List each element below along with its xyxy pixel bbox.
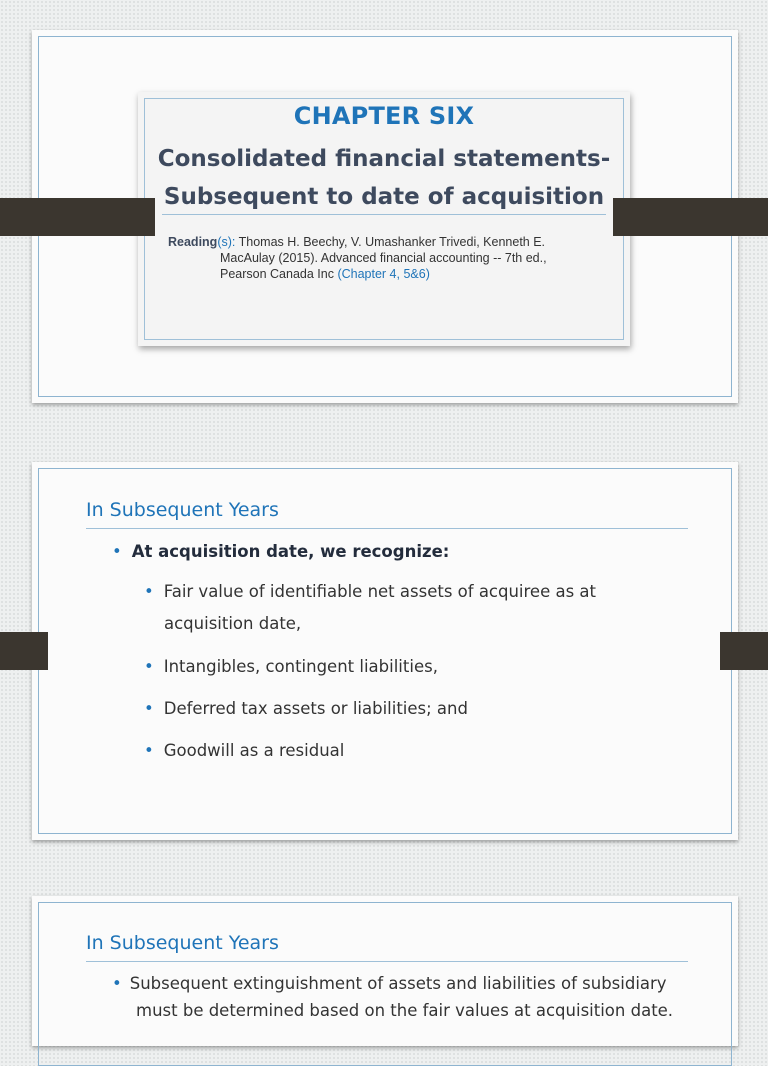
title-divider <box>162 214 606 215</box>
sub-bullet-text: Intangibles, contingent liabilities, <box>163 657 438 676</box>
sub-bullet-text: Deferred tax assets or liabilities; and <box>163 699 468 718</box>
paragraph-bullet <box>112 970 712 1024</box>
reading-text-1: Thomas H. Beechy, V. Umashanker Trivedi, Kenneth E. <box>238 235 546 249</box>
reading-label: Reading <box>168 235 218 249</box>
title-box <box>138 92 630 346</box>
sub-bullet-1 <box>144 576 684 640</box>
left-tab <box>0 632 48 670</box>
reading-label-suffix: (s): <box>217 235 236 249</box>
sub-bullet-continuation: acquisition date, <box>164 614 302 633</box>
sub-bullet-4 <box>144 735 684 767</box>
title-underline <box>86 961 688 962</box>
sub-bullet-3 <box>144 693 684 725</box>
reading-text-2: MacAulay (2015). Advanced financial accounting -- 7th ed., <box>220 251 547 265</box>
bullet-marker: • <box>144 582 154 601</box>
bullet-marker: • <box>112 974 122 993</box>
right-tab <box>720 632 768 670</box>
paragraph-line-2: must be determined based on the fair values at acquisition date. <box>136 1001 674 1020</box>
title-box-frame <box>144 98 624 340</box>
sub-bullet-text: Goodwill as a residual <box>163 741 345 760</box>
bullet-marker: • <box>144 741 154 760</box>
subtitle-line-1: Consolidated financial statements- <box>157 146 611 172</box>
main-bullet-text: At acquisition date, we recognize: <box>131 542 450 561</box>
slide-title-text: In Subsequent Years <box>86 932 279 954</box>
reading-text-3: Pearson Canada Inc <box>220 267 334 281</box>
sub-bullet-2 <box>144 651 684 683</box>
left-tab <box>0 198 155 236</box>
main-bullet <box>112 542 449 561</box>
paragraph-line-1: Subsequent extinguishment of assets and liabilities of subsidiary <box>129 974 667 993</box>
slide-subsequent-years-1 <box>32 462 738 840</box>
subtitle-line-2: Subsequent to date of acquisition <box>163 184 605 210</box>
sub-bullet-text: Fair value of identifiable net assets of acquiree as at <box>163 582 597 601</box>
chapter-reference-link: (Chapter 4, 5&6) <box>337 267 430 281</box>
slide-title-text: In Subsequent Years <box>86 499 279 521</box>
title-underline <box>86 528 688 529</box>
chapter-subtitle <box>138 140 630 216</box>
right-tab <box>613 198 768 236</box>
bullet-marker: • <box>112 542 122 561</box>
bullet-marker: • <box>144 657 154 676</box>
chapter-heading: CHAPTER SIX <box>293 102 475 130</box>
bullet-marker: • <box>144 699 154 718</box>
reading-reference <box>168 234 598 282</box>
